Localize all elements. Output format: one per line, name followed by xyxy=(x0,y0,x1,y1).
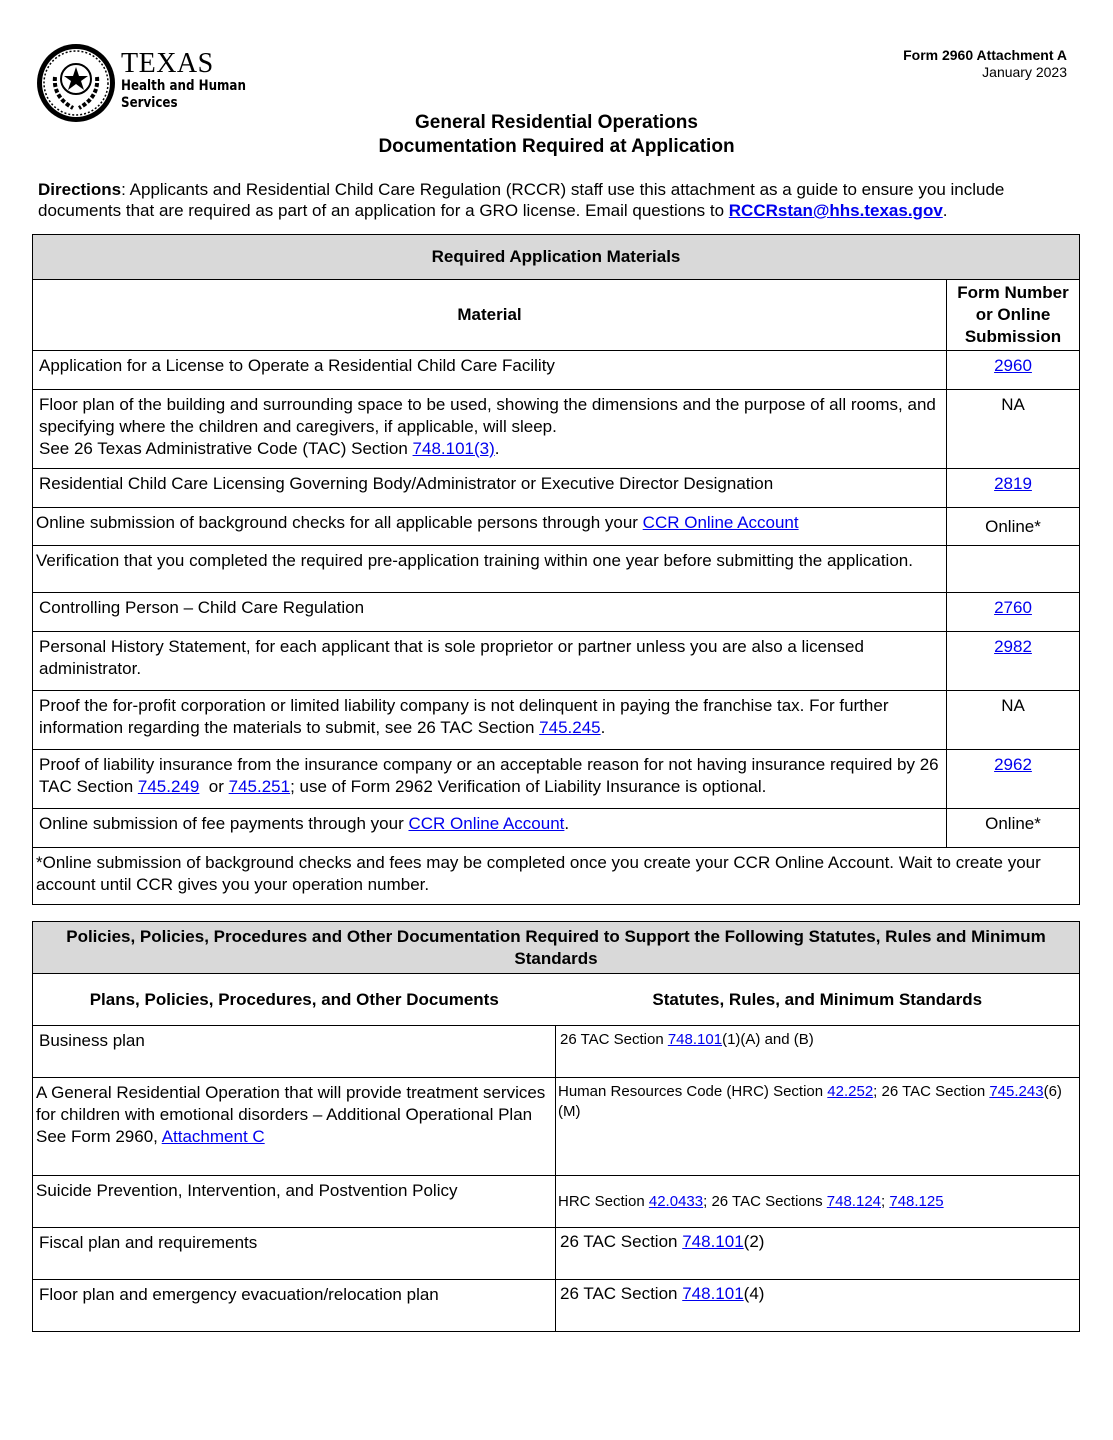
standard-text: HRC Section xyxy=(558,1192,649,1210)
standard-text: (1)(A) and (B) xyxy=(722,1031,814,1048)
material-cell: Application for a License to Operate a Residential Child Care Facility xyxy=(33,351,947,390)
standard-cell xyxy=(556,1176,1080,1228)
document-cell: Fiscal plan and requirements xyxy=(33,1228,556,1280)
standard-text: (4) xyxy=(743,1284,765,1303)
logo-hhs-line2: Services xyxy=(121,95,178,111)
hrc-link-42-0433[interactable]: 42.0433 xyxy=(648,1192,704,1210)
footnote: *Online submission of background checks and fees may be completed once you create your CCR Online Account. Wait to create your account until CCR gives you your operation number. xyxy=(33,848,1080,905)
material-cell: Personal History Statement, for each applicant that is sole proprietor or partner unless you are also a licensed administrator. xyxy=(33,632,947,691)
material-text: . xyxy=(600,718,606,737)
form-link-2960[interactable]: 2960 xyxy=(994,356,1032,375)
tac-link-748-124[interactable]: 748.124 xyxy=(826,1192,882,1210)
title-line1: General Residential Operations xyxy=(415,112,698,133)
material-text: ; use of Form 2962 Verification of Liability Insurance is optional. xyxy=(290,777,767,796)
table-row xyxy=(33,1026,1080,1078)
email-link[interactable]: RCCRstan@hhs.texas.gov xyxy=(728,201,943,220)
material-cell xyxy=(33,750,947,809)
material-text: Proof the for-profit corporation or limited liability company is not delinquent in paying the franchise tax. For further information regarding the materials to submit, see 26 TAC Section xyxy=(39,696,889,737)
form-date: January 2023 xyxy=(982,64,1067,80)
table-row xyxy=(33,469,1080,508)
tac-link-748-125[interactable]: 748.125 xyxy=(889,1192,944,1210)
table-row xyxy=(33,390,1080,469)
col-standards: Statutes, Rules, and Minimum Standards xyxy=(556,974,1080,1026)
table-row xyxy=(33,351,1080,390)
table1-title: Required Application Materials xyxy=(33,235,1080,280)
material-text: . xyxy=(564,814,570,833)
form-cell: NA xyxy=(947,390,1080,469)
logo-texas: TEXAS xyxy=(121,48,214,79)
standard-cell xyxy=(556,1280,1080,1332)
form-identifier xyxy=(903,47,1067,81)
col-documents: Plans, Policies, Procedures, and Other Documents xyxy=(33,974,556,1026)
form-link-2962[interactable]: 2962 xyxy=(994,755,1032,774)
table-row xyxy=(33,593,1080,632)
form-link-2760[interactable]: 2760 xyxy=(994,598,1032,617)
document-cell: Business plan xyxy=(33,1026,556,1078)
material-cell: Controlling Person – Child Care Regulation xyxy=(33,593,947,632)
title-line2: Documentation Required at Application xyxy=(378,136,735,157)
standard-text: ; 26 TAC Section xyxy=(873,1083,990,1100)
required-materials-table xyxy=(32,234,1080,905)
standard-cell xyxy=(556,1228,1080,1280)
form-cell: Online* xyxy=(947,809,1080,848)
material-cell xyxy=(33,508,947,546)
table-row xyxy=(33,750,1080,809)
form-number: Form 2960 Attachment A xyxy=(903,47,1067,63)
document-cell xyxy=(33,1078,556,1176)
col-material: Material xyxy=(33,280,947,351)
document-cell: Floor plan and emergency evacuation/relocation plan xyxy=(33,1280,556,1332)
standard-text: ; 26 TAC Sections xyxy=(703,1192,827,1210)
document-cell: Suicide Prevention, Intervention, and Postvention Policy xyxy=(33,1176,556,1228)
material-cell xyxy=(33,691,947,750)
material-text: Online submission of fee payments through your xyxy=(39,814,409,833)
material-text: Floor plan of the building and surrounding space to be used, showing the dimensions and the purpose of all rooms, and specifying where the children and caregivers, if applicable, will sleep. xyxy=(39,395,936,436)
tac-link-748-101[interactable]: 748.101 xyxy=(682,1232,744,1251)
directions-text: : Applicants and Residential Child Care Regulation (RCCR) staff use this attachment as a guide to ensure you include documents that are required as part of an application for a GRO license. Email questions to xyxy=(38,180,1005,220)
tac-link-745-251[interactable]: 745.251 xyxy=(228,777,291,796)
page-title xyxy=(0,111,1113,159)
material-cell: Verification that you completed the required pre-application training within one year before submitting the application. xyxy=(33,546,947,593)
material-text: or xyxy=(199,777,229,796)
form-cell: Online* xyxy=(947,508,1080,546)
standard-text: (6)(M) xyxy=(558,1083,1062,1120)
col-form-label: Form Number or Online Submission xyxy=(957,283,1069,346)
table-row xyxy=(33,546,1080,593)
tac-link[interactable]: 748.101(3) xyxy=(412,439,495,458)
standard-text: 26 TAC Section xyxy=(560,1284,683,1303)
material-cell xyxy=(33,809,947,848)
tac-link-745-245[interactable]: 745.245 xyxy=(539,718,601,737)
table-row xyxy=(33,508,1080,546)
material-text: . xyxy=(494,439,500,458)
tac-link-745-249[interactable]: 745.249 xyxy=(137,777,200,796)
material-text: See 26 Texas Administrative Code (TAC) Section xyxy=(39,439,413,458)
standard-text: ; xyxy=(881,1192,890,1210)
footnote-row xyxy=(33,848,1080,905)
directions-label: Directions xyxy=(38,180,122,199)
material-cell: Residential Child Care Licensing Governing Body/Administrator or Executive Director Designation xyxy=(33,469,947,508)
document-text: A General Residential Operation that will provide treatment services for children with emotional disorders – Additional Operational Plan xyxy=(36,1083,546,1124)
tac-link-748-101[interactable]: 748.101 xyxy=(682,1284,744,1303)
table-row xyxy=(33,1078,1080,1176)
form-cell xyxy=(947,546,1080,593)
standard-text: (2) xyxy=(743,1232,765,1251)
directions xyxy=(38,179,1083,221)
standard-cell xyxy=(556,1026,1080,1078)
form-link-2819[interactable]: 2819 xyxy=(994,474,1032,493)
ccr-online-account-link[interactable]: CCR Online Account xyxy=(642,513,799,532)
standard-text: 26 TAC Section xyxy=(560,1031,668,1048)
policies-table xyxy=(32,921,1080,1332)
standard-text: Human Resources Code (HRC) Section xyxy=(558,1083,828,1100)
table-row xyxy=(33,1280,1080,1332)
ccr-online-account-link[interactable]: CCR Online Account xyxy=(408,814,565,833)
hrc-link-42-252[interactable]: 42.252 xyxy=(827,1083,874,1100)
logo-hhs-line1: Health and Human xyxy=(121,78,246,94)
material-text: Proof of liability insurance from the insurance company or an acceptable reason for not having insurance required by 26 TAC Section xyxy=(39,755,939,796)
material-cell xyxy=(33,390,947,469)
table-row xyxy=(33,1228,1080,1280)
form-cell: NA xyxy=(947,691,1080,750)
tac-link-745-243[interactable]: 745.243 xyxy=(989,1083,1044,1100)
table-row xyxy=(33,809,1080,848)
table-row xyxy=(33,632,1080,691)
standard-cell xyxy=(556,1078,1080,1176)
table-row xyxy=(33,691,1080,750)
table-row xyxy=(33,1176,1080,1228)
standard-text: 26 TAC Section xyxy=(560,1232,683,1251)
attachment-c-link[interactable]: Attachment C xyxy=(161,1127,265,1146)
directions-end: . xyxy=(942,201,948,220)
tac-link-748-101[interactable]: 748.101 xyxy=(667,1031,723,1048)
col-form xyxy=(947,280,1080,351)
document-text: See Form 2960, xyxy=(36,1127,162,1146)
table2-title: Policies, Policies, Procedures and Other Documentation Required to Support the Following Statutes, Rules and Minimum Standards xyxy=(33,922,1080,974)
material-text: Online submission of background checks for all applicable persons through your xyxy=(36,513,643,532)
form-link-2982[interactable]: 2982 xyxy=(994,637,1032,656)
